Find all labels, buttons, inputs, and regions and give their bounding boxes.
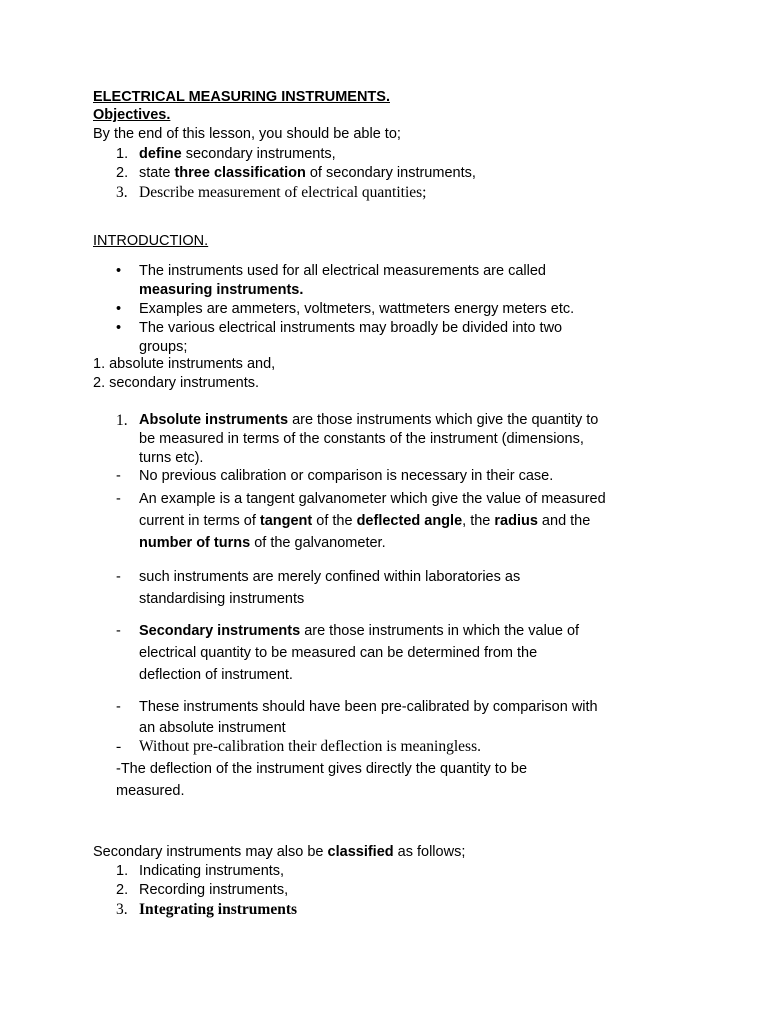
objective-pre: state	[139, 165, 175, 181]
bold-term: Secondary instruments	[139, 623, 301, 639]
dash-text: electrical quantity to be measured can be determined from the	[139, 645, 538, 661]
absolute-bold: Absolute instruments	[139, 412, 289, 428]
objective-number: 1.	[116, 146, 129, 162]
dash-text: deflection of instrument.	[139, 667, 293, 683]
group-item: 1. absolute instruments and,	[93, 356, 276, 372]
bullet-text: The various electrical instruments may broadly be divided into two	[139, 320, 563, 336]
item-number: 1.	[116, 412, 128, 429]
objective-item	[116, 145, 476, 164]
dash-symbol: -	[116, 623, 121, 639]
objectives-intro: By the end of this lesson, you should be able to;	[93, 126, 401, 142]
objective-text: Describe measurement of electrical quantities;	[139, 184, 427, 201]
bullet-symbol: •	[116, 263, 122, 279]
groups-list	[93, 355, 275, 393]
dash-text: an absolute instrument	[139, 720, 286, 736]
item-number: 2.	[116, 882, 129, 898]
objective-text: secondary instruments,	[181, 146, 336, 162]
bullet-bold-text: measuring instruments.	[139, 282, 304, 298]
dash-text: An example is a tangent galvanometer which give the value of measured	[139, 491, 606, 507]
classification-pre: Secondary instruments may also be	[93, 844, 328, 860]
bullet-symbol: •	[116, 320, 122, 336]
dash-text: of the	[312, 513, 357, 529]
introduction-heading: INTRODUCTION.	[93, 233, 209, 249]
dash-text: These instruments should have been pre-calibrated by comparison with	[139, 699, 598, 715]
bullet-item	[116, 319, 636, 357]
dash-item	[116, 737, 676, 756]
dash-text: are those instruments in which the value of	[300, 623, 580, 639]
deflection-text: measured.	[116, 783, 185, 799]
dash-item	[116, 566, 676, 610]
bullet-item	[116, 262, 636, 300]
document-title: ELECTRICAL MEASURING INSTRUMENTS.	[93, 89, 390, 105]
objective-bold: three classification	[174, 165, 306, 181]
dash-item	[116, 697, 676, 739]
dash-text: standardising instruments	[139, 591, 305, 607]
absolute-text-line2: be measured in terms of the constants of the instrument (dimensions,	[139, 431, 584, 447]
dash-text: and the	[537, 513, 591, 529]
dash-item	[116, 467, 676, 486]
dash-text: Without pre-calibration their deflection is meaningless.	[139, 738, 481, 755]
absolute-text-line3: turns etc).	[139, 450, 204, 466]
objective-bold: define	[139, 146, 182, 162]
bold-term: tangent	[259, 513, 313, 529]
dash-symbol: -	[116, 699, 121, 715]
bullet-text-continued: groups;	[139, 339, 188, 355]
objective-item	[116, 164, 476, 183]
bold-term: radius	[494, 513, 538, 529]
objective-number: 3.	[116, 184, 128, 201]
dash-item	[116, 488, 676, 554]
bold-term: deflected angle	[356, 513, 463, 529]
dash-text: of the galvanometer.	[250, 535, 386, 551]
objectives-list	[116, 145, 476, 202]
item-text: Integrating instruments	[139, 901, 298, 918]
dash-text: No previous calibration or comparison is necessary in their case.	[139, 468, 554, 484]
dash-symbol: -	[116, 569, 121, 585]
dash-item	[116, 620, 676, 686]
dash-symbol: -	[116, 491, 121, 507]
classification-bold: classified	[327, 844, 394, 860]
dash-text: , the	[462, 513, 495, 529]
item-number: 1.	[116, 863, 129, 879]
classification-post: as follows;	[393, 844, 466, 860]
item-text: Recording instruments,	[139, 882, 289, 898]
deflection-text: -The deflection of the instrument gives directly the quantity to be	[116, 761, 528, 777]
group-item: 2. secondary instruments.	[93, 375, 260, 391]
bold-term: number of turns	[139, 535, 251, 551]
bullet-text: The instruments used for all electrical measurements are called	[139, 263, 546, 279]
dash-symbol: -	[116, 468, 121, 484]
absolute-text: are those instruments which give the quantity to	[288, 412, 599, 428]
classification-item	[116, 881, 297, 900]
objective-text: of secondary instruments,	[305, 165, 476, 181]
objectives-heading: Objectives.	[93, 107, 171, 123]
item-number: 3.	[116, 901, 128, 918]
objective-number: 2.	[116, 165, 129, 181]
deflection-note	[116, 758, 527, 802]
item-text: Indicating instruments,	[139, 863, 285, 879]
classification-item	[116, 862, 297, 881]
classification-item	[116, 900, 297, 919]
bullet-text: Examples are ammeters, voltmeters, wattmeters energy meters etc.	[139, 301, 575, 317]
classification-list	[116, 862, 297, 919]
classification-intro	[93, 843, 465, 862]
dash-symbol: -	[116, 738, 122, 755]
dash-text: current in terms of	[139, 513, 260, 529]
bullet-symbol: •	[116, 301, 122, 317]
introduction-bullets	[116, 262, 636, 357]
absolute-instruments-item	[116, 411, 676, 468]
dash-text: such instruments are merely confined within laboratories as	[139, 569, 521, 585]
bullet-item	[116, 300, 636, 319]
objective-item	[116, 183, 476, 202]
